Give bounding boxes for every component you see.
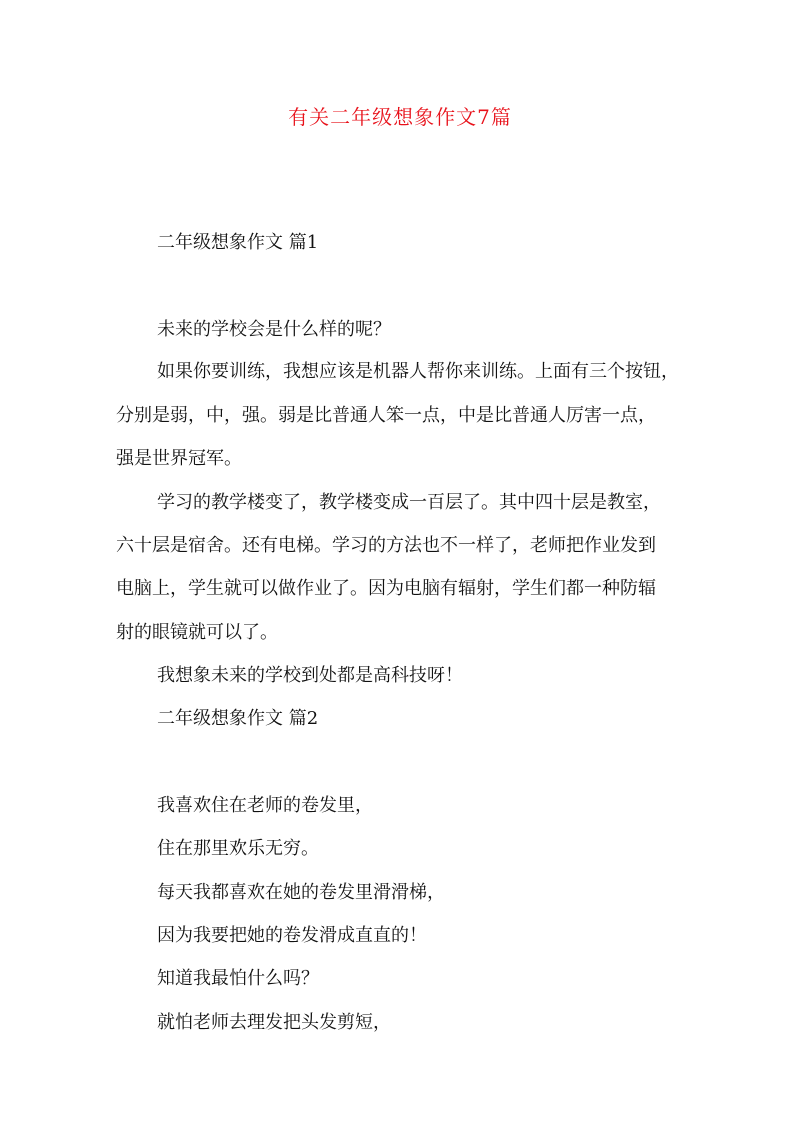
paragraph-line: 因为我要把她的卷发滑成直直的！ — [157, 925, 427, 946]
paragraph-line: 射的眼镜就可以了。 — [116, 622, 278, 643]
paragraph-line: 每天我都喜欢在她的卷发里滑滑梯， — [157, 882, 445, 903]
paragraph-line: 我想象未来的学校到处都是高科技呀！ — [157, 665, 463, 686]
paragraph-line: 我喜欢住在老师的卷发里， — [157, 795, 373, 816]
document-title: 有关二年级想象作文7篇 — [288, 105, 512, 129]
paragraph-line: 学习的教学楼变了，教学楼变成一百层了。其中四十层是教室， — [157, 492, 661, 513]
paragraph-line: 住在那里欢乐无穷。 — [157, 838, 319, 859]
paragraph-line: 知道我最怕什么吗？ — [157, 968, 319, 989]
paragraph-line: 如果你要训练，我想应该是机器人帮你来训练。上面有三个按钮， — [157, 361, 679, 382]
section-heading: 二年级想象作文 篇2 — [157, 708, 319, 729]
paragraph-line: 六十层是宿舍。还有电梯。学习的方法也不一样了，老师把作业发到 — [116, 535, 656, 556]
paragraph-line: 电脑上，学生就可以做作业了。因为电脑有辐射，学生们都一种防辐 — [116, 578, 656, 599]
paragraph-line: 未来的学校会是什么样的呢？ — [157, 319, 391, 340]
paragraph-line: 强是世界冠军。 — [116, 448, 242, 469]
section-heading: 二年级想象作文 篇1 — [157, 232, 319, 253]
paragraph-line: 分别是弱，中，强。弱是比普通人笨一点，中是比普通人厉害一点， — [116, 405, 656, 426]
paragraph-line: 就怕老师去理发把头发剪短， — [157, 1012, 391, 1033]
